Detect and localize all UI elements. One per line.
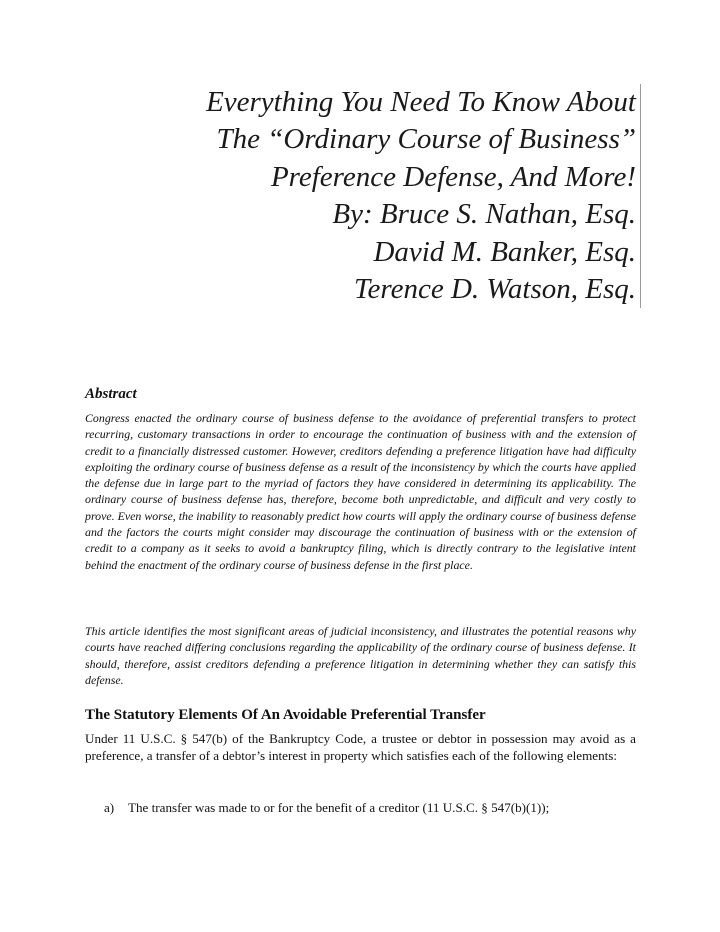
section-heading: The Statutory Elements Of An Avoidable Preferential Transfer xyxy=(85,707,486,723)
list-item-text: The transfer was made to or for the benefit of a creditor (11 U.S.C. § 547(b)(1)); xyxy=(128,800,550,815)
abstract-paragraph-2: This article identifies the most significant areas of judicial inconsistency, and illustrates the potential reasons why courts have reached differing conclusions regarding the applicability of the ordinary course of business defense. It should, therefore, assist creditors defending a preference litigation in determining whether they can satisfy this defense. xyxy=(85,624,636,687)
title-line-author-3: Terence D. Watson, Esq. xyxy=(354,273,636,306)
abstract-paragraph-1: Congress enacted the ordinary course of business defense to the avoidance of preferential transfers to protect recurring, customary transactions in order to encourage the continuation of business with and the extension of credit to a financially distressed customer. However, creditors defending a preference litigation have had difficulty exploiting the ordinary course of business defense as a result of the inconsistency by which the courts have applied the defense due in large part to the myriad of factors they have considered in determining its applicability. The ordinary course of business defense has, therefore, become both unpredictable, and difficult and very costly to prove. Even worse, the inability to reasonably predict how courts will apply the ordinary course of business defense and the factors the courts might consider may discourage the continuation of business with or the extension of credit to a company as it seeks to avoid a bankruptcy filing, which is directly contrary to the legislative intent behind the enactment of the ordinary course of business defense in the first place. xyxy=(85,411,636,572)
section-intro-paragraph: Under 11 U.S.C. § 547(b) of the Bankruptcy Code, a trustee or debtor in possession may avoid as a preference, a transfer of a debtor’s interest in property which satisfies each of the following elements: xyxy=(85,731,636,764)
title-line-2: The “Ordinary Course of Business” xyxy=(216,123,636,156)
title-line-1: Everything You Need To Know About xyxy=(206,86,636,118)
article-title-block xyxy=(206,84,641,308)
title-line-author-2: David M. Banker, Esq. xyxy=(373,235,636,268)
title-line-3: Preference Defense, And More! xyxy=(270,160,636,193)
title-line-authors: By: Bruce S. Nathan, Esq. xyxy=(332,198,636,231)
list-item-marker: a) xyxy=(104,800,115,815)
list-item xyxy=(104,799,644,816)
abstract-heading: Abstract xyxy=(85,386,137,402)
